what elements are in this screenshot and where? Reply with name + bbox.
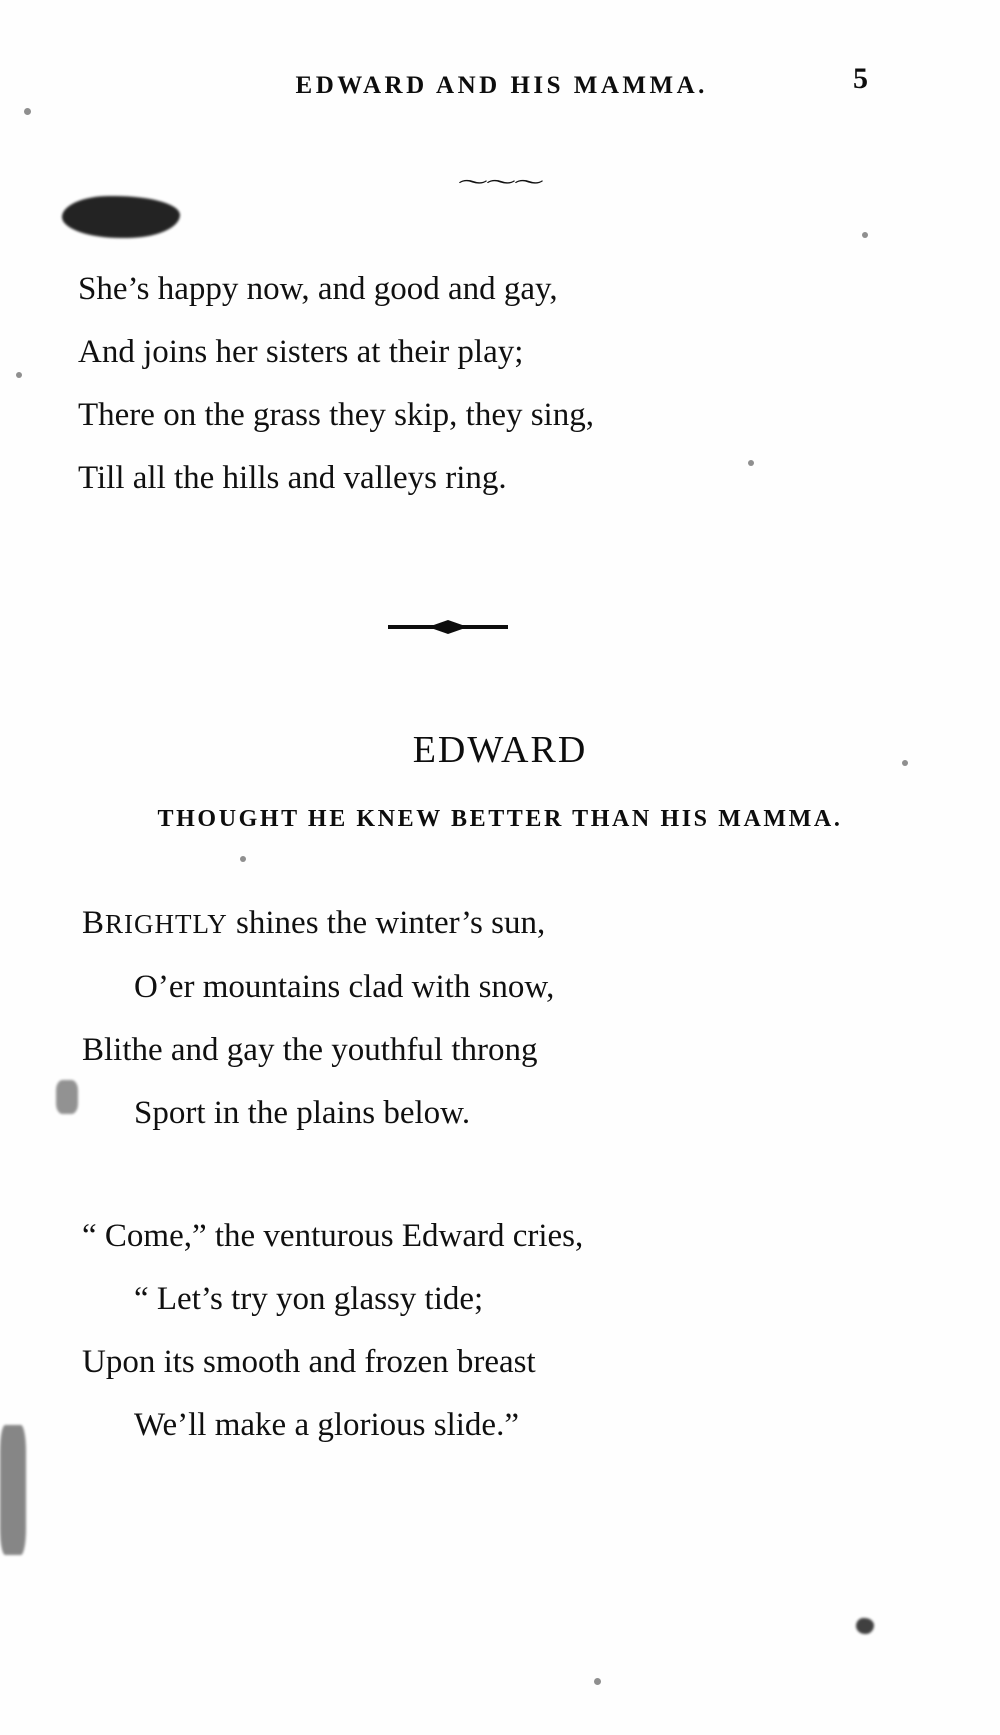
ink-smudge-top-left xyxy=(62,196,180,238)
paper-speck-d xyxy=(748,460,754,466)
running-head xyxy=(0,72,1000,100)
verse-line: O’er mountains clad with snow, xyxy=(134,969,555,1005)
verse-line: BRIGHTLY shines the winter’s sun, xyxy=(82,905,546,941)
squiggle-ornament: 〜〜〜 xyxy=(458,173,542,193)
paper-speck-c xyxy=(16,372,22,378)
running-head-text: EDWARD AND HIS MAMMA. xyxy=(295,72,708,99)
section-title: EDWARD xyxy=(412,729,588,771)
verse-shes-happy-now xyxy=(78,258,594,510)
verse-line: She’s happy now, and good and gay, xyxy=(78,271,558,307)
paper-speck-e xyxy=(240,856,246,862)
verse-line: Sport in the plains below. xyxy=(134,1095,471,1131)
verse-line: Till all the hills and valleys ring. xyxy=(78,460,507,496)
paper-speck-a xyxy=(24,108,31,115)
dinkus-ornament xyxy=(0,620,1000,634)
dinkus-lozenge xyxy=(428,620,468,634)
verse-line: And joins her sisters at their play; xyxy=(78,334,524,370)
verse-line: We’ll make a glorious slide.” xyxy=(134,1407,519,1443)
ink-smudge-left-margin xyxy=(56,1080,78,1114)
page-number: 5 xyxy=(853,62,868,95)
verse-leading-smallcaps: BRIGHTLY xyxy=(82,905,228,941)
paper-speck-g xyxy=(594,1678,601,1685)
verse-brightly-shines xyxy=(82,892,554,1145)
verse-line: Upon its smooth and frozen breast xyxy=(82,1344,536,1380)
paper-speck-b xyxy=(862,232,868,238)
ink-smudge-bottom-right xyxy=(856,1618,874,1634)
verse-line: “ Come,” the venturous Edward cries, xyxy=(82,1218,584,1254)
section-subtitle: THOUGHT HE KNEW BETTER THAN HIS MAMMA. xyxy=(157,806,843,832)
verse-come-the-venturous xyxy=(82,1205,583,1457)
verse-line: “ Let’s try yon glassy tide; xyxy=(134,1281,484,1317)
ink-smudge-bottom-left xyxy=(0,1425,26,1555)
verse-line: There on the grass they skip, they sing, xyxy=(78,397,594,433)
verse-line: Blithe and gay the youthful throng xyxy=(82,1032,538,1068)
